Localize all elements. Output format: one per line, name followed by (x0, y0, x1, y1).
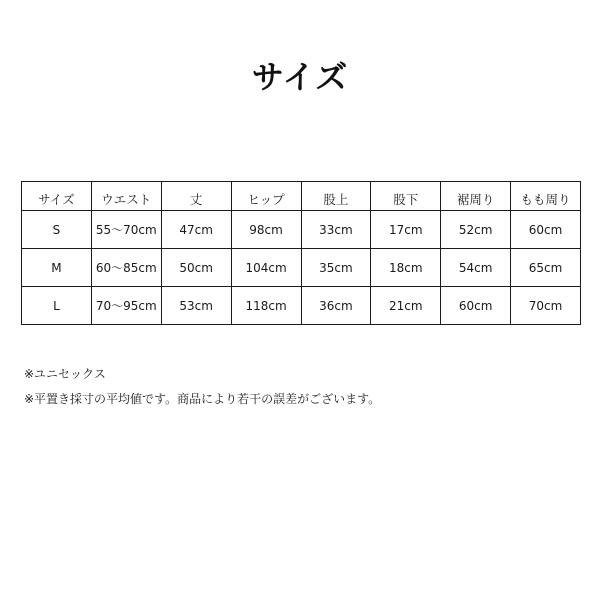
cell-thigh-width: 60cm (511, 211, 581, 249)
cell-size: L (22, 287, 92, 325)
table-row (22, 249, 581, 287)
column-header-length: 丈 (161, 182, 231, 211)
table-row (22, 211, 581, 249)
cell-rise: 33cm (301, 211, 371, 249)
note-unisex: ※ユニセックス (24, 367, 106, 381)
cell-inseam: 18cm (371, 249, 441, 287)
cell-length: 50cm (161, 249, 231, 287)
column-header-hem-width: 裾周り (441, 182, 511, 211)
cell-size: S (22, 211, 92, 249)
cell-rise: 36cm (301, 287, 371, 325)
page-title: サイズ (251, 58, 349, 96)
cell-hem-width: 52cm (441, 211, 511, 249)
notes (24, 362, 380, 412)
cell-waist: 60〜85cm (91, 249, 161, 287)
table-header-row (22, 182, 581, 211)
column-header-size: サイズ (22, 182, 92, 211)
column-header-waist: ウエスト (91, 182, 161, 211)
column-header-hip: ヒップ (231, 182, 301, 211)
cell-hip: 98cm (231, 211, 301, 249)
cell-hem-width: 54cm (441, 249, 511, 287)
cell-waist: 70〜95cm (91, 287, 161, 325)
cell-hip: 104cm (231, 249, 301, 287)
cell-hem-width: 60cm (441, 287, 511, 325)
cell-inseam: 17cm (371, 211, 441, 249)
cell-size: M (22, 249, 92, 287)
column-header-rise: 股上 (301, 182, 371, 211)
column-header-inseam: 股下 (371, 182, 441, 211)
table-row (22, 287, 581, 325)
cell-inseam: 21cm (371, 287, 441, 325)
cell-rise: 35cm (301, 249, 371, 287)
cell-thigh-width: 65cm (511, 249, 581, 287)
cell-length: 47cm (161, 211, 231, 249)
cell-hip: 118cm (231, 287, 301, 325)
cell-length: 53cm (161, 287, 231, 325)
cell-waist: 55〜70cm (91, 211, 161, 249)
cell-thigh-width: 70cm (511, 287, 581, 325)
note-measurement-disclaimer: ※平置き採寸の平均値です。商品により若干の誤差がございます。 (24, 392, 381, 406)
column-header-thigh-width: もも周り (511, 182, 581, 211)
size-table (21, 181, 581, 325)
